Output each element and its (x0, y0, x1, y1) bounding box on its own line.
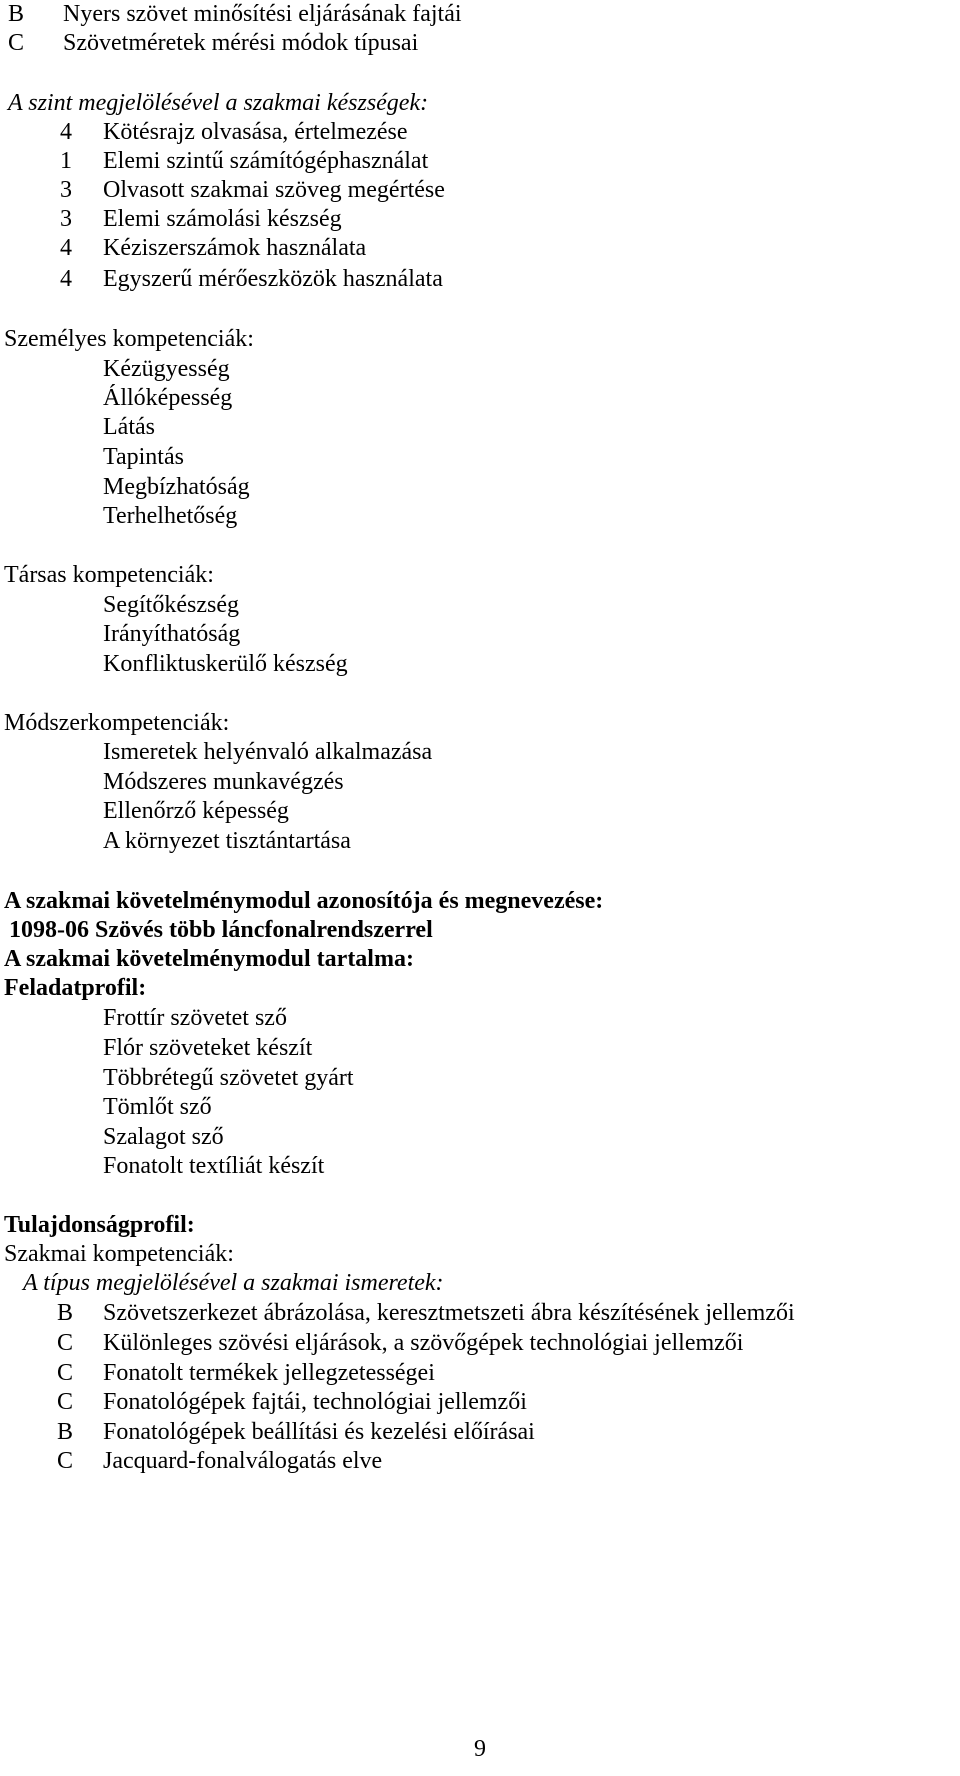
item-code: C (8, 30, 25, 56)
skill-text: Elemi szintű számítógéphasználat (103, 148, 429, 174)
item-code: C (57, 1330, 74, 1356)
social-heading: Társas kompetenciák: (4, 562, 214, 588)
item-text: Különleges szövési eljárások, a szövőgépek technológiai jellemzői (103, 1330, 744, 1356)
item-code: C (57, 1360, 74, 1386)
personal-item: Látás (103, 414, 155, 440)
property-subheading: Szakmai kompetenciák: (4, 1241, 234, 1267)
skill-level: 1 (60, 148, 72, 174)
task-item: Frottír szövetet sző (103, 1005, 287, 1031)
page-number: 9 (474, 1736, 486, 1762)
task-item: Fonatolt textíliát készít (103, 1153, 325, 1179)
skill-text: Egyszerű mérőeszközök használata (103, 266, 443, 292)
method-item: A környezet tisztántartása (103, 828, 351, 854)
item-code: B (8, 1, 25, 27)
item-text: Fonatolt termékek jellegzetességei (103, 1360, 435, 1386)
module-id-value: 1098-06 Szövés több láncfonalrendszerrel (9, 917, 433, 943)
task-item: Flór szöveteket készít (103, 1035, 313, 1061)
skills-heading: A szint megjelölésével a szakmai készségek: (8, 90, 429, 116)
skill-text: Olvasott szakmai szöveg megértése (103, 177, 445, 203)
skill-level: 3 (60, 206, 72, 232)
property-heading: Tulajdonságprofil: (4, 1212, 195, 1238)
task-item: Tömlőt sző (103, 1094, 212, 1120)
item-text: Szövetméretek mérési módok típusai (63, 30, 419, 56)
skill-level: 4 (60, 119, 72, 145)
module-id-heading: A szakmai követelménymodul azonosítója és megnevezése: (4, 888, 604, 914)
skill-level: 4 (60, 235, 72, 261)
item-code: B (57, 1419, 74, 1445)
knowledge-heading: A típus megjelölésével a szakmai ismeretek: (23, 1270, 444, 1296)
social-item: Segítőkészség (103, 592, 239, 618)
method-item: Módszeres munkavégzés (103, 769, 344, 795)
task-item: Szalagot sző (103, 1124, 224, 1150)
personal-item: Tapintás (103, 444, 184, 470)
personal-item: Állóképesség (103, 385, 233, 411)
skill-text: Kéziszerszámok használata (103, 235, 367, 261)
item-text: Fonatológépek fajtái, technológiai jellemzői (103, 1389, 527, 1415)
item-text: Jacquard-fonalválogatás elve (103, 1448, 383, 1474)
method-item: Ismeretek helyénvaló alkalmazása (103, 739, 433, 765)
item-text: Fonatológépek beállítási és kezelési előírásai (103, 1419, 535, 1445)
social-item: Irányíthatóság (103, 621, 241, 647)
method-heading: Módszerkompetenciák: (4, 710, 230, 736)
item-text: Nyers szövet minősítési eljárásának fajtái (63, 1, 462, 27)
skill-level: 3 (60, 177, 72, 203)
personal-item: Megbízhatóság (103, 474, 250, 500)
skill-text: Kötésrajz olvasása, értelmezése (103, 119, 408, 145)
skill-level: 4 (60, 266, 72, 292)
personal-item: Kézügyesség (103, 356, 230, 382)
personal-item: Terhelhetőség (103, 503, 238, 529)
item-code: C (57, 1448, 74, 1474)
item-text: Szövetszerkezet ábrázolása, keresztmetszeti ábra készítésének jellemzői (103, 1300, 795, 1326)
module-content-heading: A szakmai követelménymodul tartalma: (4, 946, 414, 972)
personal-heading: Személyes kompetenciák: (4, 326, 254, 352)
item-code: C (57, 1389, 74, 1415)
task-item: Többrétegű szövetet gyárt (103, 1065, 354, 1091)
social-item: Konfliktuskerülő készség (103, 651, 348, 677)
skill-text: Elemi számolási készség (103, 206, 342, 232)
item-code: B (57, 1300, 74, 1326)
method-item: Ellenőrző képesség (103, 798, 289, 824)
task-profile-heading: Feladatprofil: (4, 975, 147, 1001)
